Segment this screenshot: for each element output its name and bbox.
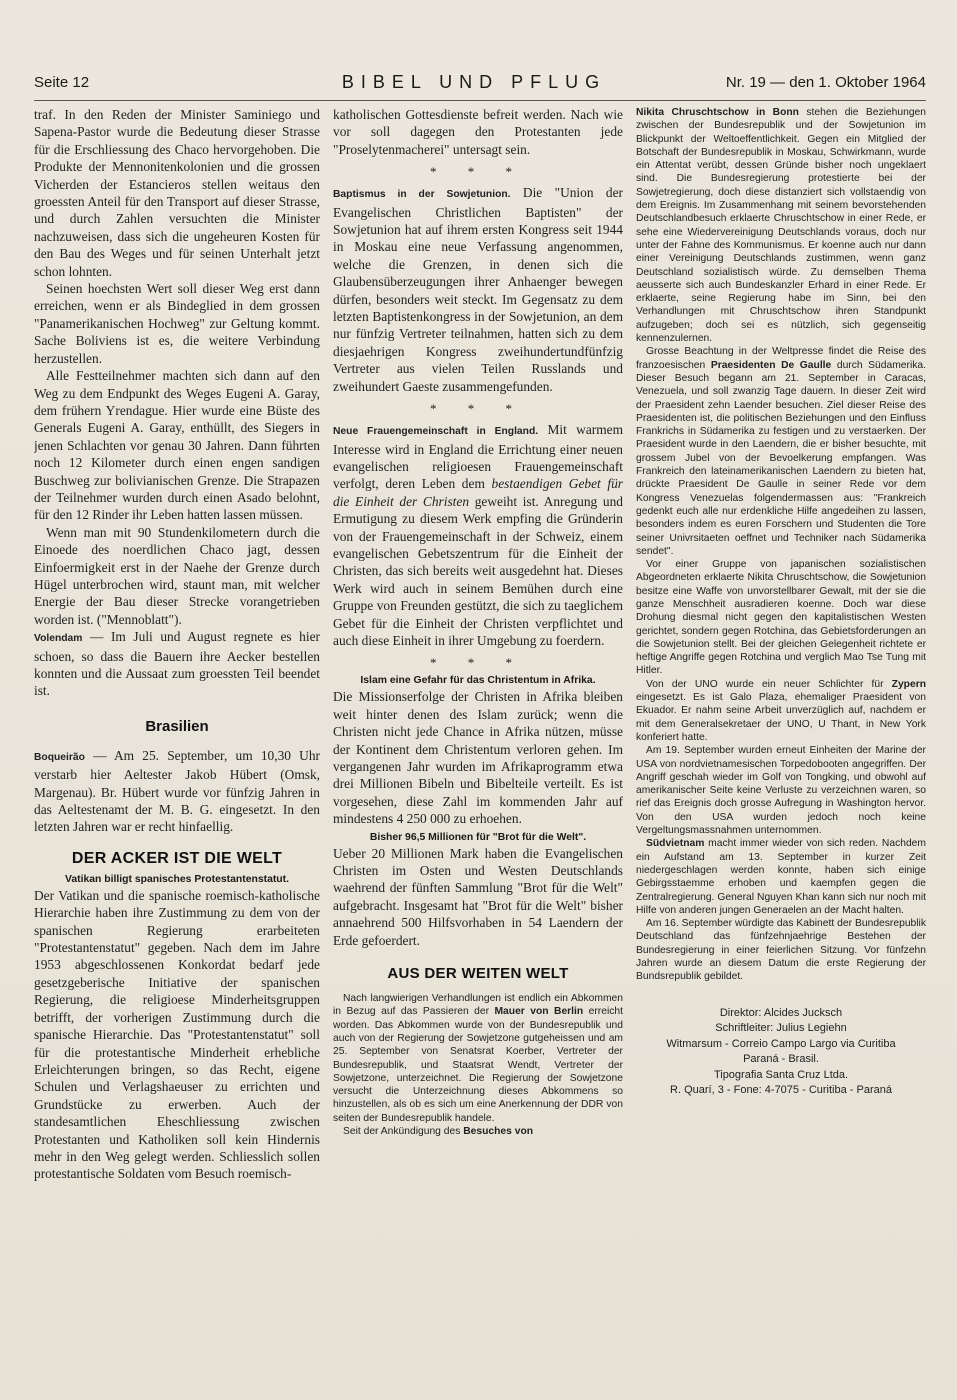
issue-date: Nr. 19 — den 1. Oktober 1964	[725, 74, 926, 91]
header-rule	[34, 100, 926, 101]
paragraph-text: durch Südamerika. Dieser Besuch begann am 21. September in Caracas, Venezuela, und soll zwanzig Tage dauern. In dieser Zeit wird der Praesident zehn Laender besuchen. Ziel dieser Reise des Praesidenten ist, die politischen Beziehungen und den Einfluss Frankrichs in Südamerika zu festigen und zu verstaerken. Der Praesident wurde in den Laendern, die er bisher besuchte, mit grossem Jubel von der Bevoelkerung empfangen. Was Frankreich den lateinamerikanischen Laendern zu bieten hat, drückte Praesident De Gaulle in seiner Rede vor dem Kongress Venezuelas folgendermassen aus: "Frankreich gedenkt euch alle nur erdenkliche Hilfe angedeihen zu lassen, besonders indem es euren Forschern und Studenten die Tore seiner Univrsitaeten oeffnet und Techniker nach Südamerika sendet".	[636, 359, 926, 557]
bold-phrase: Nikita Chruschtschow in Bonn	[636, 107, 799, 118]
separator-stars: * * *	[430, 401, 526, 417]
bold-phrase: Südvietnam	[646, 838, 705, 850]
berlin-paragraph	[333, 992, 623, 1125]
baptismus-paragraph	[333, 184, 623, 395]
article-paragraph: Der Vatikan und die spanische roemisch-katholische Hierarchie haben ihre Zustimmung zu dem von der spanischen Regierung erarbeiteten "Protestantenstatut" gegeben. Nach dem im Jahre 1953 abgeschlossenen Konkordat bedarf jede gesetzgeberische Initiative der spanischen Regierung, die religioese Minderheitsgruppen betrifft, der vorherigen Zustimmung durch die spanische Hierarchie. Das "Protestantenstatut" soll für die protestantische Minderheit erhebliche Erleichterungen bringen, so das Recht, eigene Schulen und Verlagshaeuser zu errichten und Grundstücke zu erwerben. Auch der standesamtlichen Eheschliessung zwischen Protestanten und Katholiken soll kein Hindernis mehr in den Weg gelegt werden. Schliesslich sollen protestantische Soldaten vom Besuch roemisch-	[34, 887, 320, 1182]
chruschtschow-paragraph	[636, 106, 926, 345]
article-paragraph: Alle Festteilnehmer machten sich dann auf den Weg zu dem Endpunkt des Weges Eugeni A. Garay, dem frühern Yrendague. Hier wurde eine Büste des Generals Eugeni A. Garay, enthüllt, des Siegers in jenen Schlachten vor genau 30 Jahren. Dann führten noch 12 Kilometer durch einen engen sandigen Buschweg zur bolivianischen Grenze. Die Strapazen der Teilnehmer wurden durch einen Asado belohnt, für den 12 Rinder ihr Leben hatten lassen müssen.	[34, 368, 320, 523]
paragraph-text: macht immer wieder von sich reden. Nachdem ein Aufstand am 13. September in kurzer Zeit niedergeschlagen werden konnte, haben sich einige Gebirgsstaemme erhoben und kaempfen gegen die Zentralregierung. General Nguyen Khan kann sich nur noch mit Hilfe von anderen jungen Generaelen an der Macht halten.	[636, 838, 926, 916]
degaulle-paragraph	[636, 345, 926, 558]
column-1	[34, 106, 320, 1371]
suedvietnam-paragraph	[636, 837, 926, 917]
imprint-line: Paraná - Brasil.	[743, 1053, 819, 1066]
article-paragraph: Wenn man mit 90 Stundenkilometern durch die Einoede des noerdlichen Chaco jagt, dessen Einfoermigkeit erst in der Naehe der Grenze durch Hügel unterbrochen wird, staunt man, mit welcher Energie der Bau dieser Strecke vorangetrieben worden ist. ("Mennoblatt").	[34, 524, 320, 627]
volendam-paragraph	[34, 628, 320, 700]
masthead-title: BIBEL UND PFLUG	[341, 72, 607, 92]
separator-stars: * * *	[430, 164, 526, 180]
subheading-vatikan: Vatikan billigt spanisches Protestantenstatut.	[64, 873, 290, 885]
paragraph-text: Mit warmem Interesse wird in England die Errichtung einer neuen evangelischen religioesen Frauengemeinschaft verfolgt, deren Leben dem	[333, 422, 623, 492]
paragraph-text: — Im Juli und August regnete es hier schoen, so dass die Bauern ihre Aecker bestellen konnten und die Aussaat zum groessten Teil beendet ist.	[34, 629, 320, 699]
article-paragraph: traf. In den Reden der Minister Saminiego und Sapena-Pastor wurde die Bedeutung dieser Strasse für die Erschliessung des Chaco hervorgehoben. Die Produkte der Mennonitenkolonien und die grossen Vicherden der Estancieros stellen weitaus den groessten Anteil für den Transport auf dieser Strasse, und durch Zahlen versuchten die Minister nachzuweisen, dass sich die ungeheuren Kosten für den Bau des Weges und für seinen Unterhalt jetzt schon lohnten.	[34, 107, 320, 279]
paragraph-text: Nach langwierigen Verhandlungen ist endlich ein Abkommen in Bezug auf das Passieren der	[333, 993, 623, 1018]
boqueirao-paragraph	[34, 747, 320, 836]
imprint-line: Direktor: Alcides Jucksch	[719, 1006, 843, 1019]
separator-stars: * * *	[430, 655, 526, 671]
column-3	[636, 106, 926, 1371]
article-paragraph: Die Missionserfolge der Christen in Afrika bleiben weit hinter denen des Islam zurück; wenn die Christen nicht jede Chance in Afrika nützen, müsse der Kontinent dem Christentum verloren gehen. Im vergangenen Jahr wurden im Afrikaprogramm etwa drei Millionen Bibeln und Bibelteile verteilt. Es ist vorgesehen, diese Zahl im kommenden Jahr auf mindestens 4 250 000 zu erhoehen.	[333, 689, 623, 827]
paragraph-text: erreicht worden. Das Abkommen wurde von der Bundesrepublik und auch von der Regierung der Sowjetzone gutgeheissen und am 25. September von Senatsrat Koerber, Vertreter der Bundesrepublik, und Staatsrat Wendt, Vertreter der Sowjetzone, unterzeichnet. Die Regierung der Sowjetzone versucht die Unterzeichnung dieses Abkommens so hinzustellen, als ob es sich um eine Anerkennung der DDR von seiten der Bundesrepublik handele.	[333, 1006, 623, 1124]
column-2	[333, 106, 623, 1371]
section-heading-brasilien: Brasilien	[145, 717, 209, 735]
imprint-block	[636, 1006, 926, 1099]
frauen-paragraph	[333, 421, 623, 649]
bold-phrase: Besuches von	[463, 1126, 534, 1138]
place-lead: Volendam	[34, 633, 83, 645]
imprint-line: Tipografia Santa Cruz Ltda.	[713, 1068, 849, 1081]
imprint-line: Witmarsum - Correio Campo Largo via Curitiba	[666, 1037, 896, 1050]
article-paragraph: Seinen hoechsten Wert soll dieser Weg erst dann erreichen, wenn er als Bindeglied in dem grossen "Panamerikanischen Hochweg" zur Geltung kommt. Sache Boliviens ist es, die weitere Verbindung herzustellen.	[34, 281, 320, 366]
place-lead: Boqueirão	[34, 751, 85, 763]
zypern-paragraph	[636, 678, 926, 744]
paragraph-text: Von der UNO wurde ein neuer Schlichter für	[646, 678, 892, 690]
besuch-paragraph	[333, 1125, 623, 1138]
page-number: Seite 12	[34, 74, 90, 91]
article-paragraph: Am 16. September würdigte das Kabinett der Bundesrepublik Deutschland das fünfzehnjaehrige Bestehen der Bundesregierung in einer feierlichen Sitzung. Vor fünfzehn Jahren wurde an diesem Datum die erste Regierung der Bundsrepublik gebildet.	[636, 918, 926, 983]
article-paragraph: Am 19. September wurden erneut Einheiten der Marine der USA von nordvietnamesischen Torpedobooten angegriffen. Der Angriff geschah wieder im Golf von Tongking, und obwohl auf amerikanischer Seite keine Verluste zu verzeichnen waren, so rief das Ereignis doch grosse Aufregung in Washington hervor. Von den USA wurden jedoch noch keine Vergeltungsmassnahmen unternommen.	[636, 745, 926, 837]
article-paragraph: Ueber 20 Millionen Mark haben die Evangelischen Christen im Osten und Westen Deutschlands waehrend der fünften Sammlung "Brot für die Welt" aufgebracht. Insgesamt hat "Brot für die Welt" bisher annaehrend 500 Hilfsvorhaben in 54 Laendern der Erde gefoerdert.	[333, 845, 623, 948]
paragraph-text: geweiht ist. Anregung und Ermutigung zu diesem Werk empfing die Gründerin von der Frauengemeinschaft in der Schweiz, einem evangelischen Gebetszentrum für die Einheit der Christen, das sich bereits weit ausgedehnt hat. Dieses Werk wird auch in seinem Bemühen durch eine Gruppe von Freunden gestützt, die sich zu taeglichem Gebet für die Einheit der Christen verpflichtet und auch diese Einheit in ihrer Umgebung zu foerdern.	[333, 493, 623, 648]
article-paragraph: Vor einer Gruppe von japanischen sozialistischen Abgeordneten erklaerte Nikita Chruschtschow, die Sowjetunion besitze eine Waffe von unvorstellbarer Gewalt, mit der sie die ganze Menschheit ausradieren koenne. Doch war diese Drohung diesmal nicht gegen den kapitalistischen Westen gerichtet, sondern gegen Rotchina, das Gebietsforderungen an die Sowjetunion stellt. Bei der gleichen Gelegenheit richtete er heftige Angriffe gegen Rotchina und verglich Mao Tse Tung mit Hitler.	[636, 559, 926, 677]
section-heading-acker: DER ACKER IST DIE WELT	[71, 849, 283, 867]
paragraph-text: Grosse Beachtung in der Weltpresse findet die Reise des franzoesischen	[636, 346, 926, 371]
paragraph-text: — Am 25. September, um 10,30 Uhr verstarb hier Aeltester Jakob Hübert (Omsk, Margenau). Br. Hübert wurde vor fünfzig Jahren in das Aeltestenamt der M. B. G. eingesetzt. In den letzten Jahren war er recht hinfaellig.	[34, 747, 320, 835]
paragraph-text: Seit der Ankündigung des	[343, 1126, 464, 1138]
bold-phrase: Zypern	[891, 678, 926, 690]
item-heading: Neue Frauengemeinschaft in England.	[333, 426, 539, 438]
italic-phrase: bestaendigen Gebet für die Einheit der Christen	[333, 476, 623, 509]
paragraph-text: stehen die Beziehungen zwischen der Bundesrepublik und der Sowjetunion im Blickpunkt der Weltoeffentlichkeit. Gegen ein Mitglied der Botschaft der Bundesrepublik in Moskau, Schwirkmann, wurde ein Attentat verübt, dessen Gründe bisher noch ungeklaert sind. Die Bundesregierung protestierte bei der Sowjetregierung, doch diese distanziert sich vollstaendig von dem Ereignis. Im Zusammenhang mit seinem bevorstehenden Deutschlandbesuch erklaerte Chruschtschow in einer Rede, er sehe eine Wiedervereinigung Deutschlands voraus, doch nur unter der Fahne des Kommunismus. Er koenne auch nur dann einer Vereinigung Deutschlands zustimmen, wenn ganz Deutschland sozialistisch würde. Zu demselben Thema aeusserte sich auch Bundeskanzler Erhard in einer Rede. Er erklaerte, seine Regierung habe im Sinn, bei den Verhandlungen mit Chruschtschow ihren Standpunkt aufzugeben; doch sei es nützlich, sich gegenseitig kennenzulernen.	[636, 107, 926, 345]
article-paragraph: katholischen Gottesdienste befreit werden. Nach wie vor soll dagegen den Protestanten jede "Proselytenmacherei" untersagt sein.	[333, 107, 623, 157]
imprint-line: Schriftleiter: Julius Legiehn	[715, 1022, 847, 1035]
subheading-brot: Bisher 96,5 Millionen für "Brot für die Welt".	[369, 831, 587, 843]
bold-phrase: Mauer von Berlin	[494, 1006, 584, 1018]
paragraph-text: eingesetzt. Es ist Galo Plaza, ehemaliger Praesident von Ekuador. Er nahm seine Arbeit unverzüglich auf, nachdem er mit dem Generalsekretaer der UNO, U Thant, in New York konferiert hatte.	[636, 692, 926, 743]
imprint-line: R. Quarí, 3 - Fone: 4-7075 - Curitiba - Paraná	[670, 1084, 892, 1097]
page-header	[34, 70, 926, 100]
section-heading-weiten-welt: AUS DER WEITEN WELT	[387, 965, 569, 983]
paragraph-text: Die "Union der Evangelischen Christlichen Baptisten" der Sowjetunion hat auf ihrem ersten Kongress seit 1944 in Moskau eine neue Verfassung angenommen, welche die Grenzen, in denen sich die Glaubensüberzeugungen ihrer Anhaenger bewegen dürfen, besonders weit steckt. Im Gegensatz zu dem letzten Baptistenkongress in der Sowjetunion, an dem nur fünfzig Vertreter teilnahmen, hatten sich zu dem diesjaehrigen Kongress zweihundertundfünfzig Vertreter aus vielen Teilen Russlands und zweihundert Gaeste zusammengefunden.	[333, 185, 623, 394]
item-heading: Baptismus in der Sowjetunion.	[333, 189, 511, 201]
bold-phrase: Praesidenten De Gaulle	[710, 359, 832, 371]
subheading-islam: Islam eine Gefahr für das Christentum in Afrika.	[360, 675, 596, 687]
